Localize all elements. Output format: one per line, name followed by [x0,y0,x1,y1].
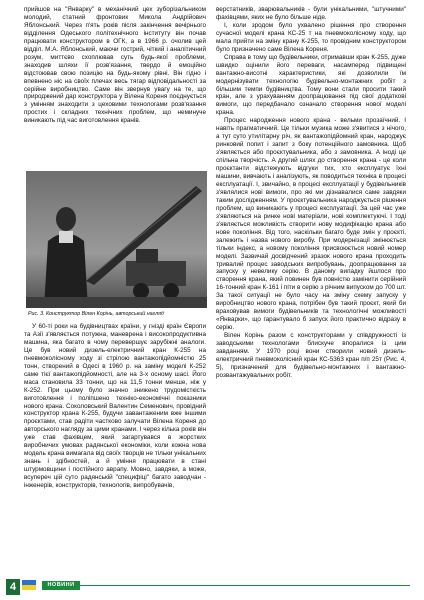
page-number: 4 [6,579,20,595]
ukraine-flag-icon [22,580,36,590]
paragraph: Справа в тому що будівельники, отримавши кран К-255, дуже швидко оцінили його переваги, насамперед підвищені вантажно-висотні характеристики, які дозволили їм модернізувати технологію будівельно-монтажних робіт з більшим темпи будівництва. Тому вони стали просити такий кран, але з урахуванням доопрацювання під свої додаткові вимоги, що передбачало означало створення нової моделі крана. [216,53,406,117]
photo-image [26,171,207,308]
article-column-left-bottom [24,323,206,490]
article-column-right [216,6,406,380]
page-footer [0,574,424,600]
paragraph: Вілен Корінь разом с конструкторами у співдружності із заводськими технологами блискуче впоралися із цим завданням. У 1970 році вони створили новий дизель-електричний пневмоколісний кран КС-5363 кран п/п 25т (Рис. 4, 5), призначений для будівельно-монтажних і вантажно-розвантажувальних робіт. [216,332,406,379]
paragraph: І, коли зродом було ухвалено рішення про створення сучасної моделі крана КС-25 т на пневмоколісному ходу, що мала прийти на зміну крану К-255, то провідним конструктором було призначено саме Вілена Кореня. [216,21,406,53]
paragraph: прийшов на "Январку" в механічний цех зуборізальником молодий, статний фронтовик Микола Андрійович Яблонський. Через п'ять років після закінчення вечірнього відділення Одеського політехнічного інституту він почав працювати конструктором в ОГК, а в 1966 р. очолив цей відділ. М.А. Яблонський, маючи гострий, чіткий і аналітичний розум, миттєво схоплював суть будь-якої проблеми, знаходив шляхи її розв'язання, твердо й емоційно відстоював свою позицію на будь-якому рівні. Він гідно і впевнено ніс на своїх плечах весь тягар відповідальності за серійне виробництво. Саме він звернув увагу на те, що природжений дар конструктора у Віленa Кореня поєднується з умінням знаходити з цеховими технологами розв'язання простих і складних технічних проблем, що неминуче виникають під час виготовлення кранів. [24,6,206,125]
paragraph: Процес народження нового крана - вельми прозаїчний. І навіть прагматичний. Це тільки музика може з'явитися з нічого, а тут суто утилітарну річ, як вантажопідйомний кран, народжує ринковий попит і запит з боку потенційного замовника. Щоб з'являється або проєктувальника, або з замовника. А іноді це спільна творчість. А другий шлях до створення крана - це коли проєктанти відстежують відгуки тих, хто експлуатує їхні машини, вивчають і аналізують, як поводиться техніка в процесі експлуатації. І, звичайно, в процесі експлуатації у будівельників з'являлися нові вимоги, про які ми дізнавалися саме завдяки таким дослідженням. У проєктувальника народжується рішення проблем, що виникають у процесі експлуатації. За цей час уже з'являються на ринке нові матеріали, нові комплектуючі. І тоді з'являється можливість створити нову модифікацію крана або нове покоління. Від того, наскільки багато буде змін у проєкті, залежить і назва нового виробу. При модернізації змінюється тільки індекс, а новому покоління присвоюється новий номер моделі. Зазвичай досвідчений зразок нового крана проходить тривалий процес заводських випробувань, доопрацювання за запуску у невелику серію. В даному випадку йшлося про створення крана, який повинен був повністю замінити серійний 16-тонний кран К-161 і піти в серію з річним випуском до 700 шт. За такої ситуації не було часу на зміну схему запуску у виробництво нового крана, потрібен був такий проєкт, який би враховував вимоги будівельників та технологічні можливості «Январки», що гарантувало б запуск його практично відразу в серію. [216,117,406,332]
section-label: НОВИНИ [42,581,80,590]
article-column-left-top [24,6,206,125]
paragraph: У 60-ті роки на будівництвах країни, у гнізді країн Європи та Азії з'являється потужна, маневрена і високопродуктивна машина, яка багато в чому перевершує зарубіжні аналоги. Це був новий дизель-електричний кран К-255 на пневмоколісному ходу зі стрілою вантажопідйомністю 25 тонн, створений в Одесі в 1960 р. на заміну моделі К-252 саме тієї вантажопідйомності, але на 3-х осному шасі. Його маса становила 33 тонни, що на 11,5 тонни менше, ніж у К-252. При цьому було значно знижено трудомісткість виготовлення і поліпшено техніко-економічні показники нового крана. Соколовський Валентин Семенович, провідний конструктор крана К-255, будучи завантаженим вже іншими проєктами, став радіти частково залучати Вілена Кореня до авторського нагляду за цими кранами. І через кілька років він уже став фахівцем, який загартувався в жорстких виробничих умовах радянської економіки, коли кожна нова модель крана вимагала від своїх творців не тільки унікальних знань і здібностей, а й уміння працювати в стані штурмовщини і постійного аврапу. Мовно, завдяки, а може, всупереч цій суто радянській "специфіці" багато заводчан - інженерів, конструкторів, технологів, випробувачів, [24,323,206,490]
paragraph: верстатників, зварювальників - були унікальними, "штучними" фахівцями, яких не було більше ніде. [216,6,406,21]
footer-divider [80,585,410,586]
photo-caption: Рис. 3. Конструктор Вілен Корінь, авторський нагляд [28,311,164,317]
photo-constructor-with-crane [26,171,207,308]
